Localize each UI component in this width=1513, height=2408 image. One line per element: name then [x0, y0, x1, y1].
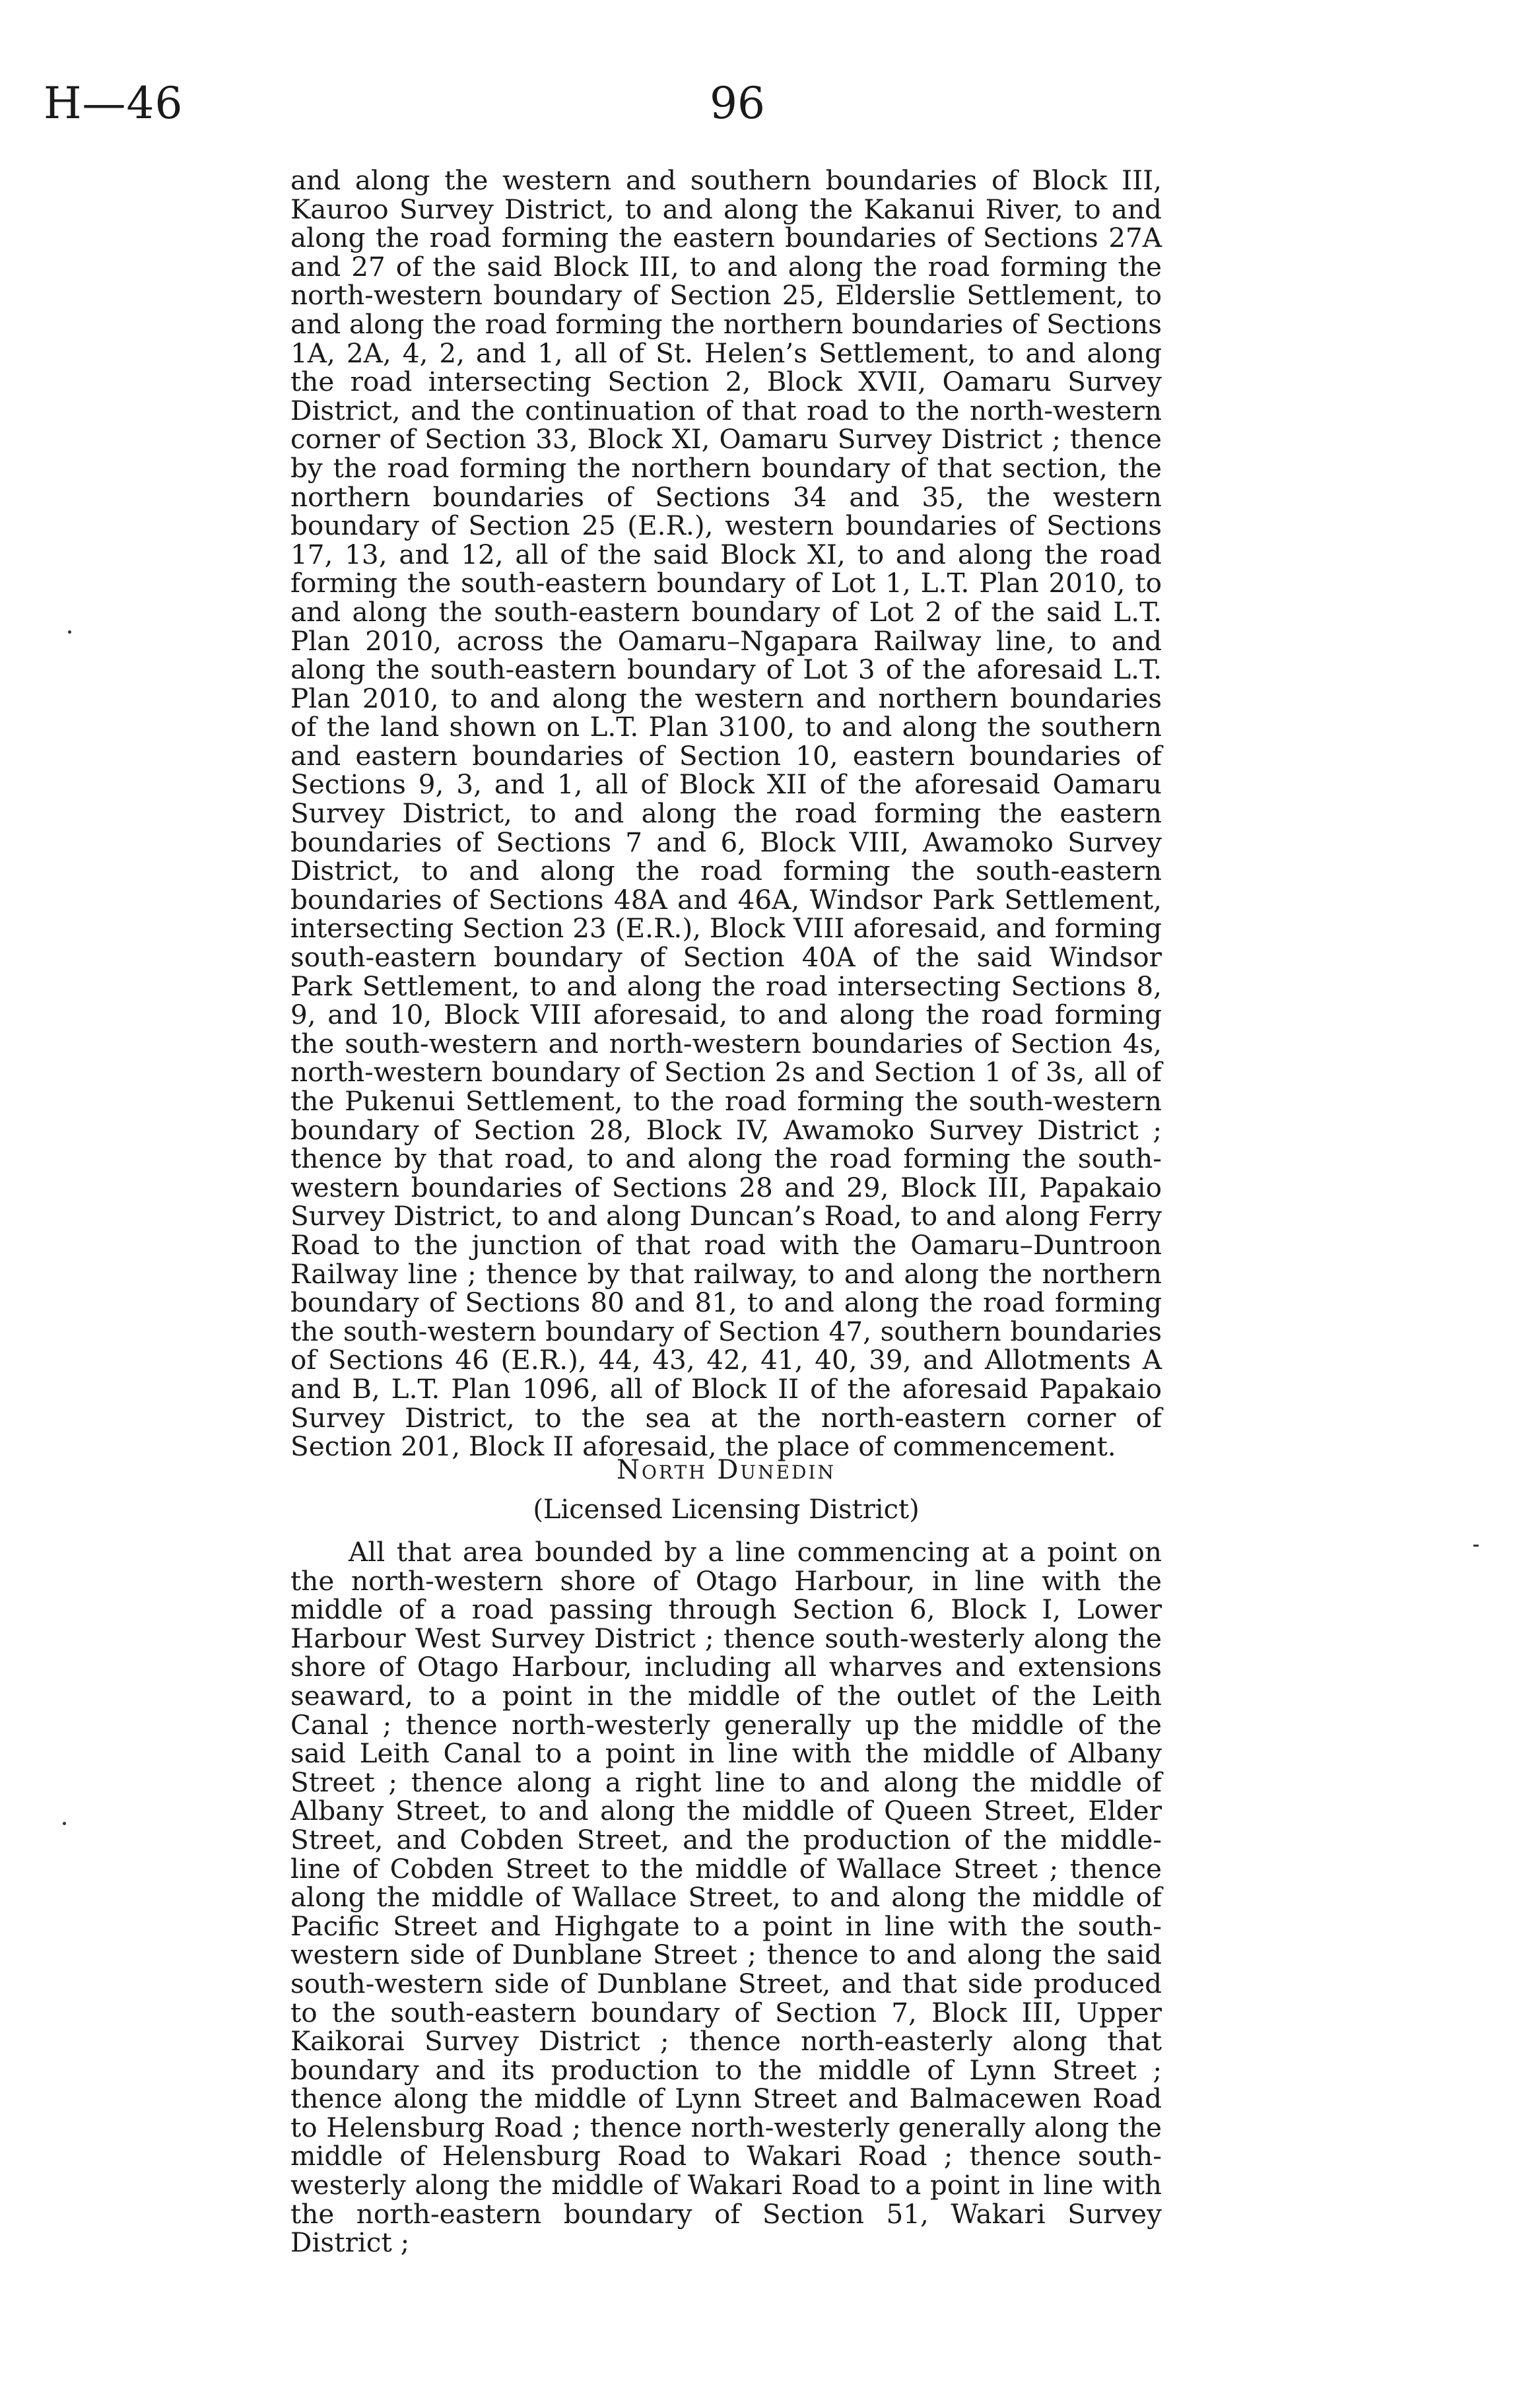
page-reference: H—46 — [44, 78, 184, 129]
boundary-paragraph-north-dunedin: All that area bounded by a line commencing at a point on the north-western shore of Otago Harbour, in line with the middle of a road passing through Section 6, Block I, Lower Harbour West Survey District ; thence south-westerly along the shore of Otago Harbour, including all wharves and extensions seaward, to a point in the middle of the outlet of the Leith Canal ; thence north-westerly generally up the middle of the said Leith Canal to a point in line with the middle of Albany Street ; thence along a right line to and along the middle of Albany Street, to and along the middle of Queen Street, Elder Street, and Cobden Street, and the production of the middle-line of Cobden Street to the middle of Wallace Street ; thence along the middle of Wallace Street, to and along the middle of Pacific Street and Highgate to a point in line with the south-western side of Dunblane Street ; thence to and along the said south-western side of Dunblane Street, and that side produced to the south-eastern boundary of Section 7, Block III, Upper Kaikorai Survey District ; thence north-easterly along that boundary and its production to the middle of Lynn Street ; thence along the middle of Lynn Street and Balmacewen Road to Helensburg Road ; thence north-westerly generally along the middle of Helensburg Road to Wakari Road ; thence south-westerly along the middle of Wakari Road to a point in line with the north-eastern boundary of Section 51, Wakari Survey District ; — [290, 1536, 1162, 2259]
margin-mark — [63, 1822, 66, 1825]
section-title: North Dunedin — [617, 1455, 836, 1485]
page-number: 96 — [710, 78, 765, 129]
margin-mark — [1473, 1545, 1479, 1547]
margin-mark — [68, 630, 71, 634]
section-subtitle: (Licensed Licensing District) — [533, 1494, 920, 1525]
boundary-paragraph-continued: and along the western and southern boundaries of Block III, Kauroo Survey District, to and along the Kakanui River, to and along the road forming the eastern boundaries of Sections 27A and 27 of the said Block III, to and along the road forming the north-western boundary of Section 25, Elderslie Settlement, to and along the road forming the northern boundaries of Sections 1A, 2A, 4, 2, and 1, all of St. Helen’s Settlement, to and along the road intersecting Section 2, Block XVII, Oamaru Survey District, and the continuation of that road to the north-western corner of Section 33, Block XI, Oamaru Survey District ; thence by the road forming the northern boundary of that section, the northern boundaries of Sections 34 and 35, the western boundary of Section 25 (E.R.), western boundaries of Sections 17, 13, and 12, all of the said Block XI, to and along the road forming the south-eastern boundary of Lot 1, L.T. Plan 2010, to and along the south-eastern boundary of Lot 2 of the said L.T. Plan 2010, across the Oamaru–Ngapara Railway line, to and along the south-eastern boundary of Lot 3 of the aforesaid L.T. Plan 2010, to and along the western and northern boundaries of the land shown on L.T. Plan 3100, to and along the southern and eastern boundaries of Section 10, eastern boundaries of Sections 9, 3, and 1, all of Block XII of the aforesaid Oamaru Survey District, to and along the road forming the eastern boundaries of Sections 7 and 6, Block VIII, Awamoko Survey District, to and along the road forming the south-eastern boundaries of Sections 48A and 46A, Windsor Park Settlement, intersecting Section 23 (E.R.), Block VIII aforesaid, and forming south-eastern boundary of Section 40A of the said Windsor Park Settlement, to and along the road intersecting Sections 8, 9, and 10, Block VIII aforesaid, to and along the road forming the south-western and north-western boundaries of Section 4s, north-western boundary of Section 2s and Section 1 of 3s, all of the Pukenui Settlement, to the road forming the south-western boundary of Section 28, Block IV, Awamoko Survey District ; thence by that road, to and along the road forming the south-western boundaries of Sections 28 and 29, Block III, Papakaio Survey District, to and along Duncan’s Road, to and along Ferry Road to the junction of that road with the Oamaru–Duntroon Railway line ; thence by that railway, to and along the northern boundary of Sections 80 and 81, to and along the road forming the south-western boundary of Section 47, southern boundaries of Sections 46 (E.R.), 44, 43, 42, 41, 40, 39, and Allotments A and B, L.T. Plan 1096, all of Block II of the aforesaid Papakaio Survey District, to the sea at the north-eastern corner of Section 201, Block II aforesaid, the place of commencement. — [290, 164, 1162, 1463]
